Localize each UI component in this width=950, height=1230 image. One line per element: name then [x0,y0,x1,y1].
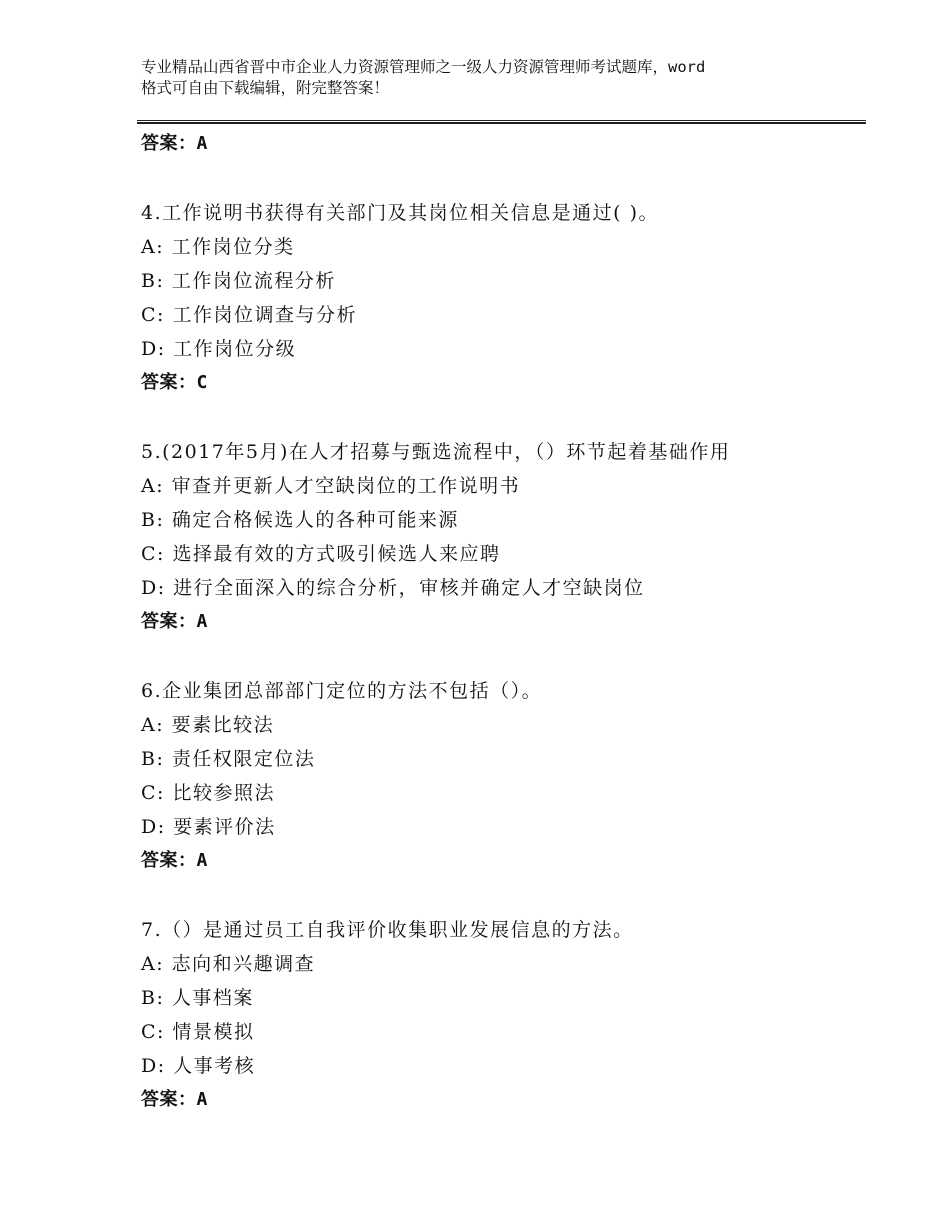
option-a: A: 工作岗位分类 [141,236,295,258]
option-b: B: 工作岗位流程分析 [141,270,336,292]
header-line-2: 格式可自由下载编辑，附完整答案！ [141,79,390,97]
header-divider [137,120,866,124]
option-c: C: 选择最有效的方式吸引候选人来应聘 [141,543,501,565]
option-d: D: 人事考核 [141,1055,256,1077]
option-d: D: 进行全面深入的综合分析，审核并确定人才空缺岗位 [141,577,645,599]
answer-line [141,1083,208,1117]
answer-label: 答案： [141,850,197,871]
question-stem: 7.（）是通过员工自我评价收集职业发展信息的方法。 [141,919,634,941]
option-c: C: 工作岗位调查与分析 [141,304,357,326]
option-a: A: 志向和兴趣调查 [141,953,316,975]
document-header [141,57,821,99]
answer-value: C [196,372,208,393]
answer-line [141,127,208,161]
header-line-1: 专业精品山西省晋中市企业人力资源管理师之一级人力资源管理师考试题库，word [141,58,706,76]
answer-line [141,605,208,639]
question-stem: 5.(2017年5月)在人才招募与甄选流程中，（）环节起着基础作用 [141,441,731,463]
answer-label: 答案： [141,1089,197,1110]
question-stem: 6.企业集团总部部门定位的方法不包括（）。 [141,680,543,702]
answer-label: 答案： [141,133,197,154]
answer-label: 答案： [141,372,197,393]
option-c: C: 情景模拟 [141,1021,255,1043]
answer-value: A [196,611,208,632]
answer-line [141,366,208,400]
answer-line [141,844,208,878]
option-a: A: 审查并更新人才空缺岗位的工作说明书 [141,475,521,497]
option-d: D: 工作岗位分级 [141,338,297,360]
answer-value: A [196,133,208,154]
question-stem: 4.工作说明书获得有关部门及其岗位相关信息是通过( )。 [141,202,659,224]
option-d: D: 要素评价法 [141,816,276,838]
answer-value: A [196,850,208,871]
option-b: B: 人事档案 [141,987,254,1009]
option-b: B: 确定合格候选人的各种可能来源 [141,509,459,531]
option-a: A: 要素比较法 [141,714,275,736]
option-b: B: 责任权限定位法 [141,748,316,770]
option-c: C: 比较参照法 [141,782,275,804]
answer-label: 答案： [141,611,197,632]
answer-value: A [196,1089,208,1110]
